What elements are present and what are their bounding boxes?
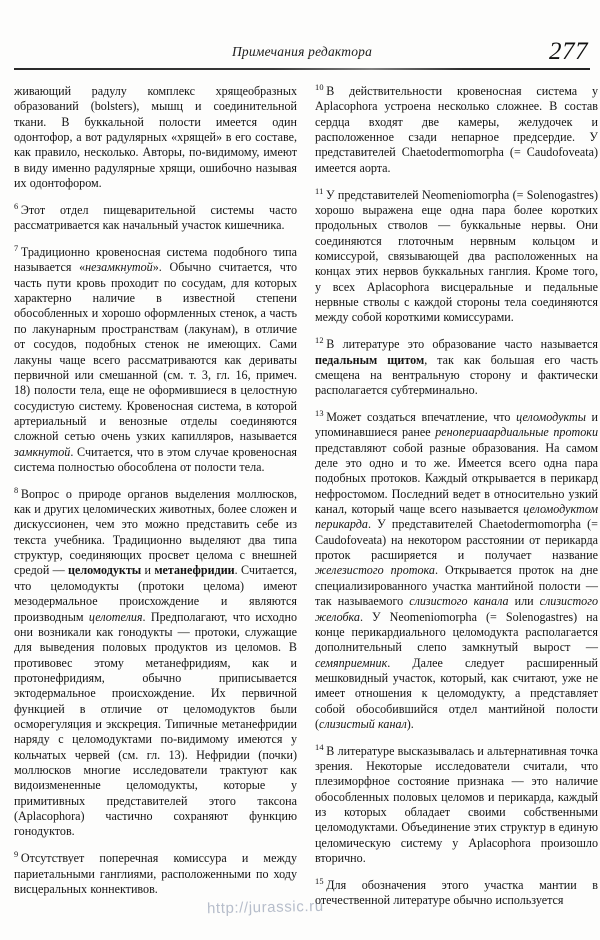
note-emphasis-italic: замкнутой [14,444,71,459]
footnote-9 [14,851,297,897]
note-text: Этот отдел пищеварительной системы часто рассматривается как начальный участок кишечника. [14,202,297,233]
note-text: Традиционно кровеносная система подобного типа называется « [14,245,297,275]
note-text: представляют собой разные образования. На самом деле это одно и то же. Имеется всего одна пара подобных протоков. Каждый открывается в перикард нефростомом. Последний ведет в относительно узкий канал, который чаще всего называется [315,440,598,517]
note-text: ). [406,716,414,731]
footnote-7 [14,245,297,475]
footnote-15 [315,878,598,909]
footnote-continuation [14,84,297,191]
footnote-13 [315,410,598,732]
footnote-marker: 15 [315,876,324,886]
footnote-11 [315,188,598,326]
left-column [14,84,297,932]
note-text: . Открывается проток на дне специализированного участка мантийной полости — так называемого [315,563,598,609]
note-text: Для обозначения этого участка мантии в отечественной литературе обычно используется [315,878,598,908]
footnote-10 [315,84,598,176]
footnote-marker: 8 [14,485,19,495]
note-text: . У представителей Chaetodermomorpha (= Caudofoveata) на некотором расстоянии от перикарда проток расширяется и получает название [315,517,598,563]
note-text: или [508,594,540,609]
footnote-marker: 7 [14,244,19,254]
footnote-14 [315,744,598,867]
note-text: . Предполагают, что исходно они возникали как гонодукты — протоки, служащие для выведения половых продуктов из целомов. В противовес этому метанефридиям, как и протонефридиям, обычно приписывается эктодермальное происхождение. Их первичной функцией в отличие от целомодуктов были осморегуляция и экскреция. Типичные метанефридии наряду с целомодуктами по-видимому имеются у кольчатых червей (см. гл. 13). Нефридии (почки) моллюсков многие исследователи трактуют как видоизмененные целомодукты, которые у примитивных представителей этого таксона (Aplacophora) частично сохраняют функцию гонодуктов. [14,609,297,839]
note-text: живающий радулу комплекс хрящеобразных образований (bolsters), мышц и соединительной ткани. В буккальной полости имеется один одонтофор, а вот радулярных «хрящей» в его составе, как правило, несколько. Авторы, по-видимому, имеют в виду именно радулярные хрящи, ошибочно называя их одонтофором. [14,84,297,191]
footnote-marker: 6 [14,201,19,211]
note-text: В литературе высказывалась и альтернативная точка зрения. Некоторые исследователи считали, что плезиморфное состояние признака — это наличие обособленных половых целомов и перикарда, каждый из которых обладает своими собственными целомодуктами. Объединение этих структур в единую целомическую систему у Aplacophora произошло вторично. [315,743,598,866]
note-emphasis-italic: целомодуктом перикарда [315,502,598,532]
note-text: и упоминавшиеся ранее [315,410,598,440]
note-text: . Считается, что целомодукты (протоки целома) имеют мезодермальное происхождение и являются производным [14,563,297,624]
page-number: 277 [549,38,588,65]
note-text: Может создаться впечатление, что [326,410,517,425]
note-emphasis-italic: слизистого канала [409,594,509,609]
note-text: Отсутствует поперечная комиссура и между париетальными ганглиями, расположенными по ходу висцеральных коннективов. [14,851,297,896]
note-text: , так как большая его часть смещена на вентральную сторону и фактически располагается субтерминально. [315,352,598,398]
right-column [315,84,598,932]
note-text: . Далее следует расширенный мешковидный участок, который, как считают, уже не имеет отношения к целомодукту, а представляет собой обособившийся отдел мантийной полости ( [315,655,598,731]
footnote-12 [315,337,598,398]
note-emphasis-italic: слизистого желобка [315,594,598,624]
body-columns [14,82,598,932]
note-emphasis-bold: педальным щитом [315,352,425,367]
note-text: В литературе это образование часто называется [326,337,598,352]
note-text: и [141,563,155,578]
note-emphasis-italic: ренопериаардиальные протоки [435,425,598,440]
footnote-marker: 10 [315,82,324,92]
note-emphasis-bold: целомодукты [68,563,142,578]
footnote-marker: 14 [315,742,324,752]
note-text: Вопрос о природе органов выделения моллюсков, как и других целомических животных, более сложен и дискуссионен, чем это можно представить себе из текста учебника. Традиционно выделяют два типа структур, соединяющих просвет целома с внешней средой — [14,486,297,578]
footnote-marker: 9 [14,850,19,860]
footnote-marker: 12 [315,336,324,346]
running-header [14,38,590,70]
footnote-marker: 11 [315,186,324,196]
note-emphasis-italic: железистого протока [315,563,435,578]
header-divider [14,68,590,70]
note-text: . У Neomeniomorpha (= Solenogastres) на конце перикардиального целомодукта располагается дополнительный слепо замкнутый вырост — [315,609,598,655]
note-emphasis-italic: семяприемник [315,655,388,670]
note-emphasis-bold: метанефридии [154,563,235,578]
footnote-6 [14,203,297,234]
note-emphasis-italic: слизистый канал [319,716,407,731]
note-text: У представителей Neomeniomorpha (= Solenogastres) хорошо выражена еще одна пара более коротких продольных стволов — буккальные нервы. Они соединяются глоточным нервным кольцом и комиссурой, связывающей два расположенных на концах этих нервов буккальных ганглия. Кроме того, у всех Aplacophora висцеральные и педальные нервные стволы с каждой стороны тела соединяются между собой короткими комиссурами. [315,187,598,325]
footnote-marker: 13 [315,409,324,418]
scan-watermark: http://jurassic.ru [206,897,324,918]
note-emphasis-italic: целомодукты [516,410,586,425]
page-title: Примечания редактора [231,44,373,59]
note-text: В действительности кровеносная система у Aplacophora устроена несколько сложнее. В состав сердца входят две камеры, желудочек и расположенное сзади непарное предсердие. У представителей Chaetodermomorpha (= Caudofoveata) имеется аорта. [315,84,598,175]
note-text: . Считается, что в этом случае кровеносная система полностью обособлена от полости тела. [14,444,297,474]
footnote-8 [14,487,297,840]
note-emphasis-italic: целотелия [88,609,143,624]
note-emphasis-italic: незамкнутой [85,260,153,275]
note-text: ». Обычно считается, что часть пути кровь проходит по сосудам, для которых характерно наличие в известной степени обособленных и хорошо оформленных стенок, а часть по лакунарным пространствам (лакунам), в отличие от сосудов, подобных стенок не имеющих. Сами лакуны чаще всего рассматриваются как дериваты первичной или смешанной (см. т. 3, гл. 16, примеч. 18) полости тела, еще не оформившиеся в целостную сосудистую систему. Кровеносная система, в которой артериальный и венозные отделы соединяются сложной сетью очень узких капилляров, называется [14,260,297,444]
